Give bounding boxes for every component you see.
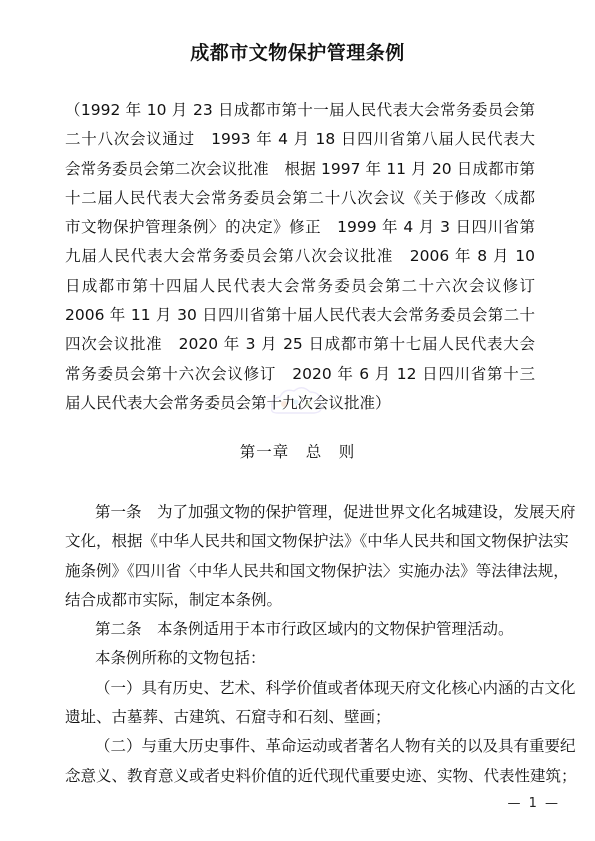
intro-line: 常务委员会第十六次会议修订 2020 年 6 月 12 日四川省第十三 (65, 364, 535, 383)
body-line: 第二条 本条例适用于本市行政区域内的文物保护管理活动。 (95, 620, 514, 639)
cloud-watermark-icon (262, 380, 332, 420)
adoption-history-note (65, 96, 535, 418)
intro-line: （1992 年 10 月 23 日成都市第十一届人民代表大会常务委员会第 (65, 101, 535, 119)
body-line: 本条例所称的文物包括： (95, 649, 266, 668)
body-line: 第一条 为了加强文物的保护管理，促进世界文化名城建设，发展天府 (95, 503, 576, 521)
page-number: — 1 — (507, 796, 560, 811)
articles-body (65, 498, 577, 791)
body-line: 结合成都市实际，制定本条例。 (65, 590, 283, 609)
document-title: 成都市文物保护管理条例 (190, 42, 405, 64)
intro-line: 九届人民代表大会常务委员会第八次会议批准 2006 年 8 月 10 (65, 247, 535, 266)
intro-line: 日成都市第十四届人民代表大会常务委员会第二十六次会议修订 (65, 276, 535, 295)
intro-line: 四次会议批准 2020 年 3 月 25 日成都市第十七届人民代表大会 (65, 335, 535, 354)
body-line: 遗址、古墓葬、古建筑、石窟寺和石刻、壁画； (65, 708, 391, 727)
intro-line: 二十八次会议通过 1993 年 4 月 18 日四川省第八届人民代表大 (65, 130, 535, 149)
intro-line: 会常务委员会第二次会议批准 根据 1997 年 11 月 20 日成都市第 (65, 159, 535, 178)
intro-line: 十二届人民代表大会常务委员会第二十八次会议《关于修改〈成都 (65, 188, 535, 207)
intro-line: 市文物保护管理条例〉的决定》修正 1999 年 4 月 3 日四川省第 (65, 218, 535, 237)
intro-line: 2006 年 11 月 30 日四川省第十届人民代表大会常务委员会第二十 (65, 306, 535, 325)
body-line: 文化，根据《中华人民共和国文物保护法》《中华人民共和国文物保护法实 (65, 532, 569, 551)
body-line: （一）具有历史、艺术、科学价值或者体现天府文化核心内涵的古文化 (95, 678, 576, 697)
body-line: （二）与重大历史事件、革命运动或者著名人物有关的以及具有重要纪 (95, 737, 576, 756)
body-line: 施条例》《四川省〈中华人民共和国文物保护法〉实施办法》等法律法规， (65, 561, 569, 580)
body-line: 念意义、教育意义或者史料价值的近代现代重要史迹、实物、代表性建筑； (65, 766, 577, 785)
chapter-heading: 第一章 总 则 (239, 443, 356, 461)
intro-line: 届人民代表大会常务委员会第十九次会议批准） (65, 393, 391, 412)
